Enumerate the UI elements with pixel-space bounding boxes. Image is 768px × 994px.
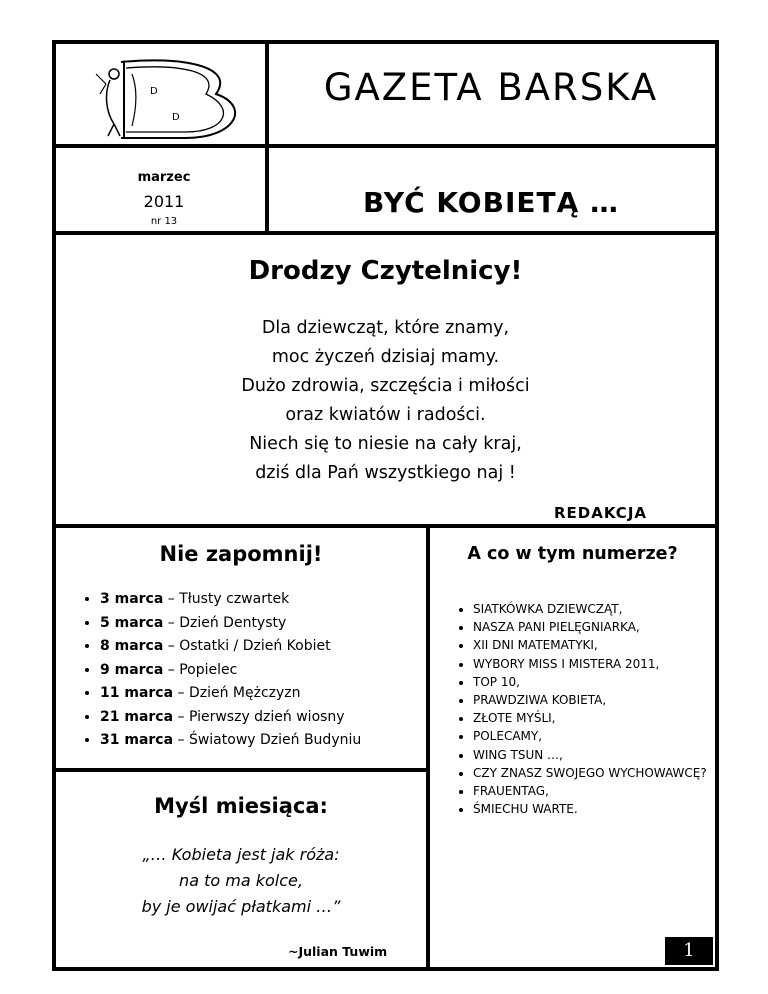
quote-heading: Myśl miesiąca: [154, 794, 328, 818]
header-bottom-rule [56, 231, 715, 235]
quote-line: na to ma kolce, [179, 871, 303, 890]
contents-heading: A co w tym numerze? [467, 544, 678, 564]
quote-author: ~Julian Tuwim [288, 944, 388, 959]
list-item: • FRAUENTAG, [473, 782, 725, 800]
list-item: • WYBORY MISS I MISTERA 2011, [473, 655, 725, 673]
masthead-divider [265, 44, 269, 231]
logo-b-icon [86, 54, 256, 144]
list-item: • ZŁOTE MYŚLI, [473, 709, 725, 727]
poem-line: Niech się to niesie na cały kraj, [249, 434, 522, 454]
issue-year: 2011 [143, 192, 185, 211]
column-divider [426, 524, 430, 971]
list-item: • 9 marca – Popielec [100, 659, 361, 683]
list-item: • WING TSUN …, [473, 746, 725, 764]
poem-line: Dużo zdrowia, szczęścia i miłości [241, 376, 530, 396]
list-item: • PRAWDZIWA KOBIETA, [473, 691, 725, 709]
svg-text:D: D [150, 86, 158, 97]
list-item: • 31 marca – Światowy Dzień Budyniu [100, 729, 361, 753]
poem-line: Dla dziewcząt, które znamy, [261, 318, 510, 338]
list-item: • 11 marca – Dzień Mężczyzn [100, 682, 361, 706]
list-item: • SIATKÓWKA DZIEWCZĄT, [473, 600, 725, 618]
poem-line: oraz kwiatów i radości. [285, 405, 486, 425]
list-item: • 3 marca – Tłusty czwartek [100, 588, 361, 612]
editorial-poem [56, 314, 715, 488]
editorial-greeting: Drodzy Czytelnicy! [248, 256, 523, 286]
poem-line: moc życzeń dzisiaj mamy. [271, 347, 500, 367]
list-item: • ŚMIECHU WARTE. [473, 800, 725, 818]
page-number: 1 [665, 937, 713, 965]
svg-text:D: D [172, 112, 180, 123]
newspaper-title: GAZETA BARSKA [323, 66, 659, 109]
newsletter-page [52, 40, 719, 971]
quote-line: „… Kobieta jest jak róża: [142, 845, 340, 864]
issue-headline: BYĆ KOBIETĄ … [362, 186, 620, 219]
list-item: • 21 marca – Pierwszy dzień wiosny [100, 706, 361, 730]
list-item: • POLECAMY, [473, 727, 725, 745]
reminders-list [78, 588, 361, 753]
reminders-bottom-rule [56, 768, 426, 772]
editorial-signature: REDAKCJA [554, 504, 648, 522]
list-item: • NASZA PANI PIELĘGNIARKA, [473, 618, 725, 636]
quote-text [56, 842, 426, 920]
list-item: • CZY ZNASZ SWOJEGO WYCHOWAWCĘ? [473, 764, 725, 782]
issue-number: nr 13 [150, 216, 178, 227]
reminders-heading: Nie zapomnij! [159, 542, 323, 566]
list-item: • XII DNI MATEMATYKI, [473, 636, 725, 654]
contents-list [453, 600, 725, 818]
masthead-rule [56, 144, 715, 148]
quote-line: by je owijać płatkami …” [141, 897, 341, 916]
issue-month: marzec [137, 170, 191, 185]
list-item: • 5 marca – Dzień Dentysty [100, 612, 361, 636]
editorial-bottom-rule [56, 524, 715, 528]
list-item: • TOP 10, [473, 673, 725, 691]
poem-line: dziś dla Pań wszystkiego naj ! [255, 463, 516, 483]
list-item: • 8 marca – Ostatki / Dzień Kobiet [100, 635, 361, 659]
